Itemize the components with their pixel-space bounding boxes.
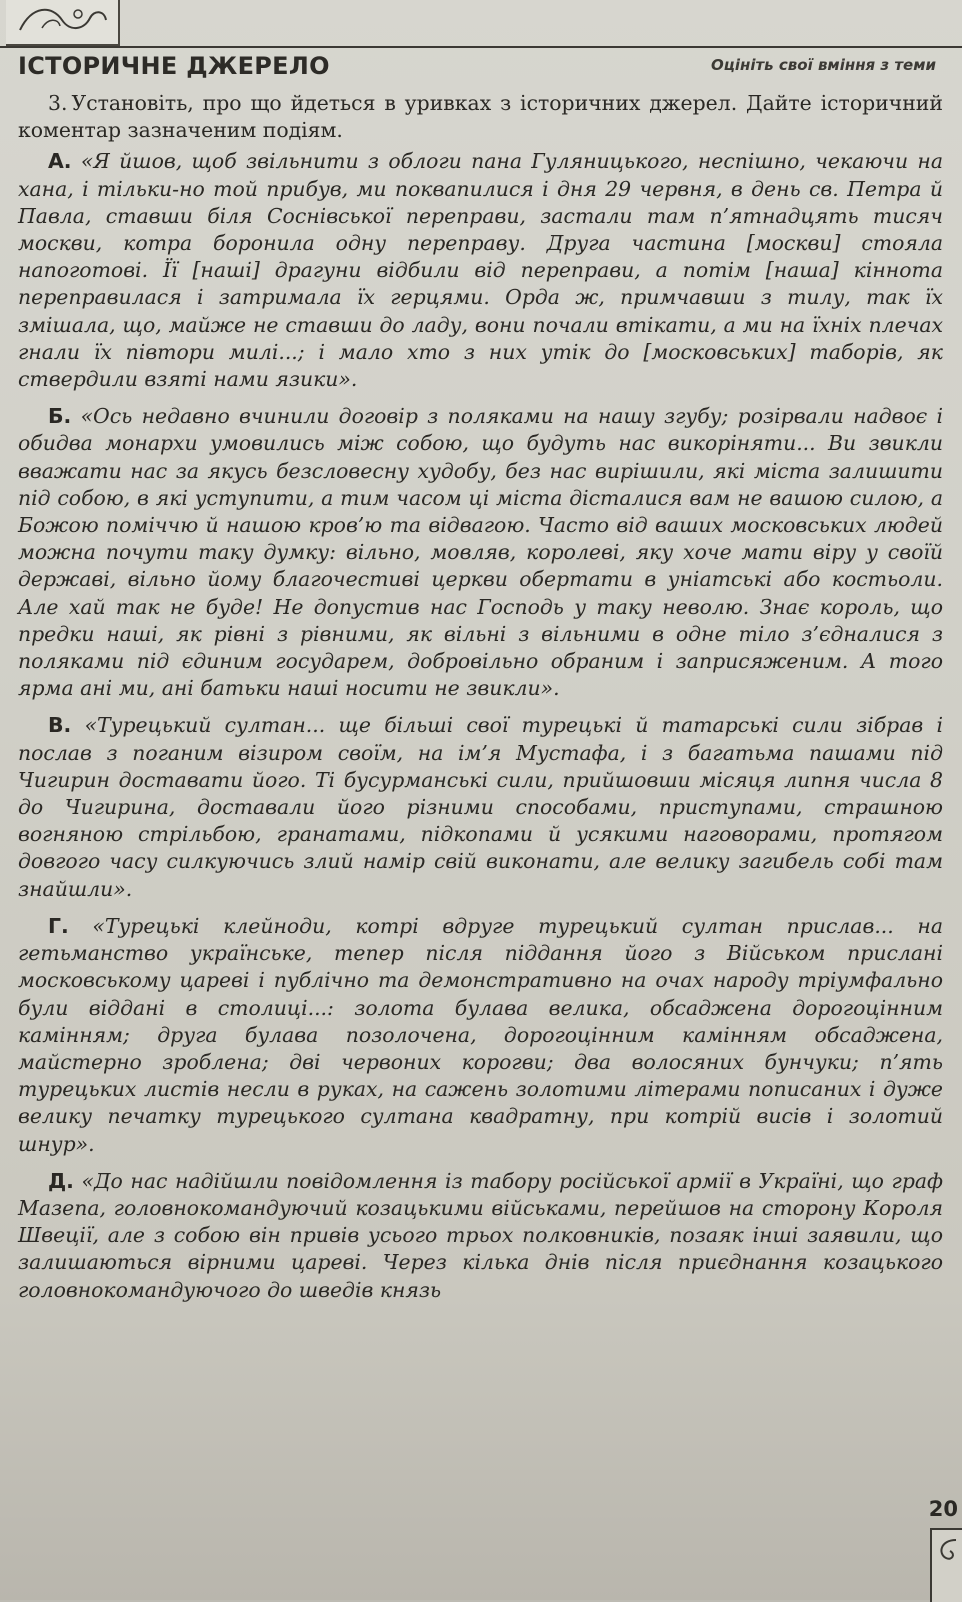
task-number: 3.	[48, 91, 68, 115]
corner-ornament-icon	[934, 1536, 960, 1576]
excerpt-text: «Турецький султан... ще більші свої турецькі й татарські сили зібрав і послав з поганим візиром своїм, на ім’я Мустафа, і з багатьма пашами під Чигирин доставати його. Ті бусурманські сили, прийшовши місяця липня числа 8 до Чигирина, доставали його різними способами, приступами, страшною вогняною стрільбою, гранатами, підкопами й усякими наговорами, протягом довгого часу силкуючись злий намір свій виконати, але велику загибель собі там знайшли».	[18, 713, 944, 901]
excerpt-text: «До нас надійшли повідомлення із табору російської армії в Україні, що граф Мазепа, головнокомандуючий козацькими військами, перейшов на сторону Короля Швеції, але з собою він привів усього трьох полковників, позаяк інші заявили, що залишаються вірними цареві. Через кілька днів після приєднання козацького головнокомандуючого до шведів князь	[18, 1168, 943, 1302]
page-content	[18, 90, 943, 1314]
excerpt-text: «Турецькі клейноди, котрі вдруге турецький султан прислав... на гетьманство українське, тепер після піддання його з Військом прислані московському цареві і публічно та демонстративно на очах народу тріумфально були віддані в столиці...: золота булава велика, обсаджена дорогоцінним камінням; друга булава позолочена, дорогоцінним камінням обсаджена, майстерно зроблена; дві червоних корогви; два волосяних бунчуки; п’ять турецьких листів несли в руках, на сажень золотими літерами пописаних і дуже велику печатку турецького султана квадратну, при котрій висів і золотий шнур».	[18, 913, 944, 1156]
excerpt-label: Б.	[48, 404, 72, 429]
source-excerpt-d	[18, 1168, 943, 1304]
corner-ornament	[930, 1528, 962, 1602]
header-divider	[0, 46, 962, 48]
excerpt-text: «Ось недавно вчинили договір з поляками на нашу згубу; розірвали надвоє і обидва монархи умовились між собою, що будуть нас викоріняти... Ви звикли вважати нас за якусь безсловесну худобу, без нас вирішили, які міста залишити під собою, в які уступити, а тим часом ці міста дісталися вам не вашою силою, а Божою поміччю й нашою кров’ю та відвагою. Часто від ваших московських людей можна почути таку думку: вільно, мовляв, королеві, яку хоче мати віру у своїй державі, вільно йому благочестиві церкви обертати в уніатські або костьоли. Але хай так не буде! Не допустив нас Господь у таку неволю. Знає король, що предки наші, як рівні з рівними, як вільні з вільними в одне тіло з’єдналися з поляками під єдиним государем, добровільно обраним і заприсяженим. А того ярма ані ми, ані батьки наші носити не звикли».	[18, 404, 943, 701]
task-text: Установіть, про що йдеться в уривках з історичних джерел. Дайте історичний коментар зазначеним подіям.	[18, 91, 943, 143]
section-caption: Оцініть свої вміння з теми	[710, 56, 936, 74]
ornament-icon	[12, 0, 112, 40]
task-question	[18, 90, 943, 144]
section-title: ІСТОРИЧНЕ ДЖЕРЕЛО	[18, 52, 330, 80]
source-excerpt-a	[18, 148, 943, 393]
excerpt-label: Г.	[48, 913, 69, 938]
excerpt-label: А.	[48, 149, 72, 174]
excerpt-label: Д.	[48, 1168, 74, 1193]
source-excerpt-h	[18, 913, 943, 1158]
source-excerpt-v	[18, 712, 943, 902]
header-ornament	[6, 0, 120, 46]
source-excerpt-b	[18, 403, 943, 702]
excerpt-label: В.	[48, 713, 72, 738]
page-number: 20	[928, 1497, 958, 1521]
excerpt-text: «Я йшов, щоб звільнити з облоги пана Гуляницького, неспішно, чекаючи на хана, і тільки-но той прибув, ми поквапилися і дня 29 червня, в день св. Петра й Павла, ставши біля Соснівської переправи, застали там п’ятнадцять тисяч москви, котра боронила одну переправу. Друга частина [москви] стояла напоготові. Її [наші] драгуни відбили від переправи, а потім [наша] кіннота переправилася і затримала їх герцями. Орда ж, примчавши з тилу, так їх змішала, що, майже не ставши до ладу, вони почали втікати, а ми на їхніх плечах гнали їх півтори милі...; і мало хто з них утік до [московських] таборів, як ствердили взяті нами язики».	[18, 149, 944, 392]
